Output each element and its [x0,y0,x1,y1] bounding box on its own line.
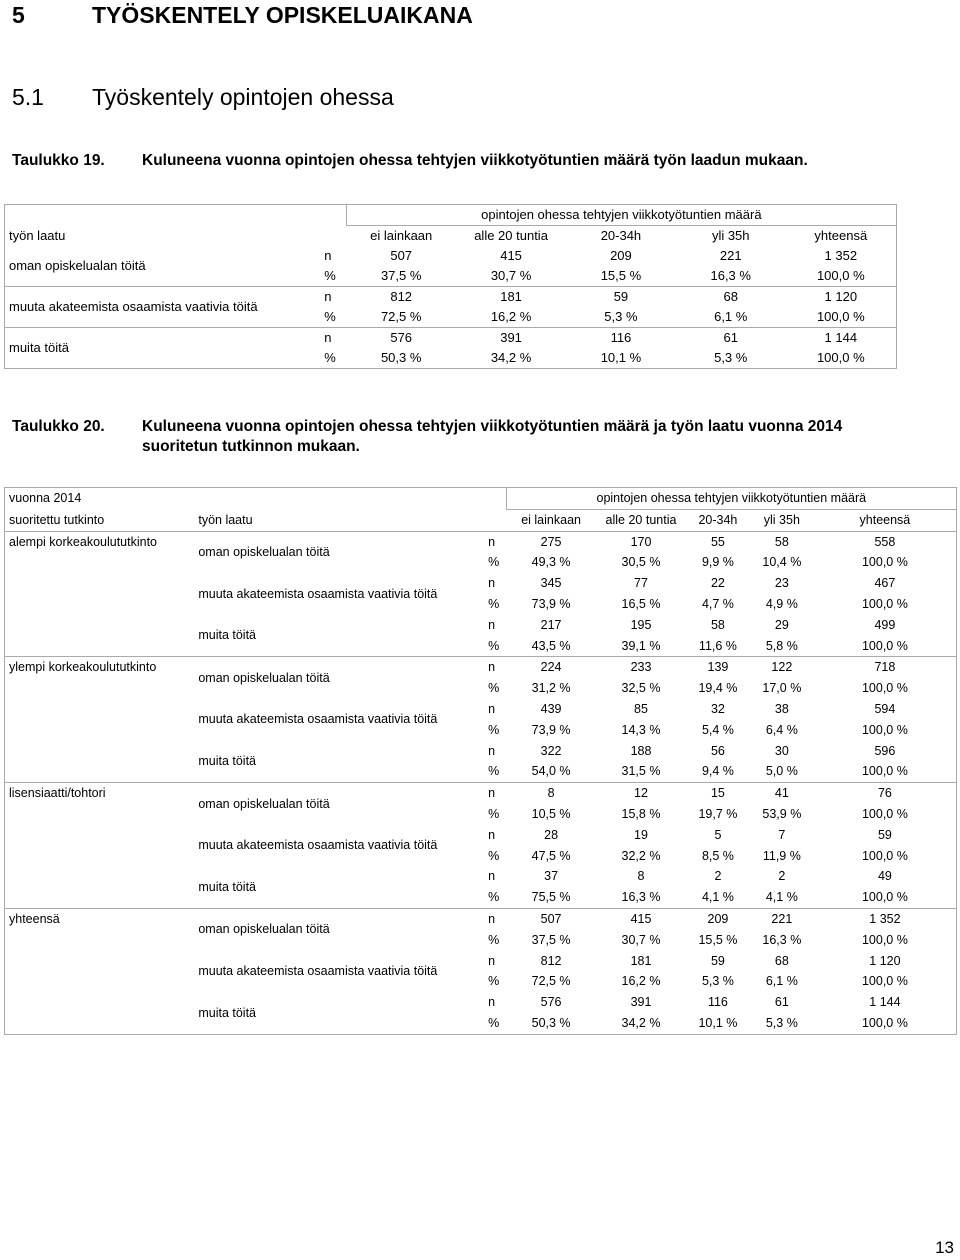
column-header: alle 20 tuntia [474,228,548,243]
column-header: ei lainkaan [521,512,581,527]
table19-caption-text: Kuluneena vuonna opintojen ohessa tehtyjen viikkotyötuntien määrä työn laadun mukaan. [142,152,808,169]
n-value: 41 [750,783,814,804]
chapter-title: TYÖSKENTELY OPISKELUAIKANA [92,2,473,28]
n-value: 507 [506,908,596,929]
pct-label: % [488,638,500,653]
table20-header-row-2 [5,509,957,531]
table20-group-header: opintojen ohessa tehtyjen viikkotyötuntien määrä [506,488,956,510]
pct-value: 100,0 % [861,722,908,737]
chapter-heading [12,2,473,29]
n-value: 415 [500,248,522,263]
pct-value: 16,3 % [676,266,786,287]
table19-row-header: työn laatu [9,227,66,243]
pct-value: 47,5 % [531,848,571,863]
row-label: muuta akateemista osaamista vaativia töitä [198,586,438,601]
pct-value: 50,3 % [380,350,422,365]
row-label: muuta akateemista osaamista vaativia töitä [198,712,438,727]
n-value: 68 [723,289,738,304]
n-value: 221 [750,908,814,929]
pct-label: % [324,350,336,365]
pct-value: 100,0 % [861,806,908,821]
pct-value: 72,5 % [346,307,456,328]
n-value: 61 [774,995,789,1010]
n-value: 38 [774,701,789,716]
pct-label: % [488,555,500,570]
pct-value: 5,3 % [765,1015,798,1030]
pct-value: 6,1 % [765,974,798,989]
table20-caption-line1: Kuluneena vuonna opintojen ohessa tehtyjen viikkotyötuntien määrä ja työn laatu vuonna 2014 [142,418,843,435]
table20-header-row-1 [5,488,957,510]
n-value: 233 [596,657,686,678]
n-value: 594 [874,701,896,716]
n-value: 576 [390,330,413,345]
n-value: 596 [874,743,896,758]
column-header: yli 35h [711,228,750,243]
pct-value: 100,0 % [861,764,908,779]
n-value: 812 [540,953,562,968]
n-label: n [484,908,506,929]
pct-value: 10,1 % [600,350,642,365]
pct-value: 19,7 % [698,806,738,821]
pct-value: 15,5 % [566,266,676,287]
pct-value: 34,2 % [490,350,532,365]
n-value: 415 [596,908,686,929]
n-value: 217 [540,617,562,632]
n-value: 32 [710,701,725,716]
row-label: muuta akateemista osaamista vaativia töitä [198,838,438,853]
pct-label: % [488,722,500,737]
n-value: 391 [500,330,522,345]
pct-value: 100,0 % [861,848,908,863]
pct-value: 11,6 % [698,638,737,653]
pct-value: 100,0 % [861,974,908,989]
row-label: muuta akateemista osaamista vaativia töitä [198,963,438,978]
n-value: 170 [596,531,686,552]
pct-value: 100,0 % [816,350,865,365]
column-header: ei lainkaan [370,228,433,243]
pct-value: 5,3 % [701,974,734,989]
n-value: 1 144 [824,330,858,345]
n-label: n [484,531,506,552]
n-value: 85 [634,701,648,716]
n-value: 77 [634,576,648,591]
blank-cell [194,488,506,510]
column-header: 20-34h [600,228,642,243]
blank-cell [5,205,347,226]
pct-value: 6,1 % [676,307,786,328]
pct-value: 6,4 % [765,722,798,737]
n-value: 718 [814,657,957,678]
pct-value: 14,3 % [621,722,661,737]
pct-value: 73,9 % [531,596,571,611]
n-value: 1 120 [869,953,901,968]
n-label: n [324,330,332,345]
n-value: 391 [630,995,652,1010]
row-label: muita töitä [198,628,257,643]
section-number: 5.1 [12,84,44,110]
pct-value: 5,4 % [701,722,734,737]
n-value: 1 352 [814,908,957,929]
pct-value: 10,4 % [762,555,802,570]
section-heading [12,84,394,111]
pct-value: 75,5 % [531,890,571,905]
row-label: muita töitä [198,753,257,768]
degree-label: yhteensä [5,908,195,1034]
pct-value: 39,1 % [621,638,661,653]
n-value: 58 [750,531,814,552]
n-value: 812 [390,289,413,304]
pct-value: 5,8 % [765,638,798,653]
n-label: n [324,248,332,263]
pct-value: 43,5 % [531,638,571,653]
n-value: 224 [506,657,596,678]
row-label: muita töitä [198,879,257,894]
pct-value: 100,0 % [861,681,908,696]
table19-group-header: opintojen ohessa tehtyjen viikkotyötuntien määrä [346,205,896,226]
table19-group-header-row [5,205,897,226]
n-value: 76 [814,783,957,804]
table20 [4,487,957,1035]
degree-label: ylempi korkeakoulututkinto [5,657,195,783]
n-value: 439 [540,701,562,716]
pct-value: 37,5 % [531,932,571,947]
n-label: n [488,701,496,716]
table20-type-header: työn laatu [198,512,253,527]
n-label: n [488,953,496,968]
degree-label: alempi korkeakoulututkinto [5,531,195,657]
pct-value: 73,9 % [531,722,571,737]
n-value: 2 [778,869,786,884]
table-row [5,908,957,929]
n-value: 345 [540,576,562,591]
n-value: 19 [634,827,648,842]
n-value: 5 [714,827,722,842]
n-value: 56 [710,743,725,758]
pct-value: 49,3 % [531,555,571,570]
n-value: 1 352 [824,248,858,263]
section-title: Työskentely opintojen ohessa [92,84,394,110]
pct-label: % [488,890,500,905]
pct-value: 15,5 % [698,932,738,947]
pct-value: 100,0 % [861,596,908,611]
pct-value: 8,5 % [701,848,734,863]
pct-value: 72,5 % [531,974,571,989]
pct-label: % [320,266,346,287]
column-header: yli 35h [763,512,800,527]
n-value: 499 [874,617,896,632]
row-label: muita töitä [9,340,69,355]
pct-value: 4,7 % [701,596,734,611]
n-value: 28 [544,827,559,842]
pct-value: 5,3 % [714,350,748,365]
n-value: 12 [596,783,686,804]
pct-value: 9,9 % [701,555,734,570]
table19-caption-label: Taulukko 19. [12,152,105,169]
table20-degree-header-line1: vuonna 2014 [9,491,82,506]
pct-label: % [488,974,500,989]
table19-column-header-row [5,226,897,247]
pct-value: 11,9 % [762,848,801,863]
n-value: 37 [544,869,559,884]
n-value: 59 [877,827,892,842]
pct-value: 53,9 % [762,806,802,821]
row-label: oman opiskelualan töitä [194,657,484,699]
n-value: 23 [774,576,789,591]
table-row [5,531,957,552]
pct-value: 19,4 % [698,681,738,696]
n-value: 59 [613,289,629,304]
pct-value: 100,0 % [861,638,908,653]
n-value: 8 [506,783,596,804]
pct-value: 100,0 % [861,932,908,947]
table19-caption [12,152,952,172]
table-row [5,657,957,678]
n-value: 116 [707,995,728,1010]
n-value: 1 144 [869,995,901,1010]
n-value: 49 [877,869,892,884]
n-value: 188 [630,743,652,758]
pct-value: 16,3 % [762,932,802,947]
n-label: n [324,289,332,304]
pct-value: 4,1 % [765,890,798,905]
pct-label: % [488,932,500,947]
row-label: muuta akateemista osaamista vaativia töitä [5,287,321,328]
n-value: 122 [750,657,814,678]
pct-label: % [488,681,500,696]
pct-value: 16,2 % [621,974,661,989]
column-header: alle 20 tuntia [605,512,677,527]
n-value: 7 [778,827,786,842]
row-label: oman opiskelualan töitä [194,908,484,950]
n-value: 576 [540,995,562,1010]
n-value: 181 [500,289,522,304]
n-label: n [488,617,496,632]
row-label: muita töitä [198,1005,257,1020]
n-value: 1 120 [824,289,858,304]
pct-value: 100,0 % [786,307,897,328]
table19 [4,204,897,369]
n-value: 275 [506,531,596,552]
pct-value: 32,5 % [621,681,661,696]
column-header: yhteensä [859,512,911,527]
n-value: 29 [774,617,789,632]
pct-value: 100,0 % [861,890,908,905]
pct-label: % [488,848,500,863]
n-value: 30 [774,743,789,758]
n-label: n [488,869,496,884]
pct-label: % [488,596,500,611]
pct-value: 37,5 % [346,266,456,287]
n-value: 322 [540,743,562,758]
pct-value: 100,0 % [786,266,897,287]
pct-value: 5,0 % [765,764,798,779]
pct-value: 10,1 % [698,1015,738,1030]
pct-value: 17,0 % [762,681,802,696]
pct-label: % [488,1015,500,1030]
pct-value: 100,0 % [861,555,908,570]
n-label: n [488,827,496,842]
n-value: 195 [630,617,652,632]
pct-label: % [488,764,500,779]
chapter-number: 5 [12,2,25,28]
pct-value: 34,2 % [621,1015,661,1030]
n-label: n [484,783,506,804]
table20-caption [12,418,952,458]
pct-value: 9,4 % [701,764,734,779]
pct-value: 5,3 % [566,307,676,328]
n-label: n [484,657,506,678]
page-number: 13 [935,1238,954,1257]
n-value: 59 [710,953,725,968]
n-value: 2 [714,869,722,884]
pct-value: 31,5 % [621,764,661,779]
n-value: 507 [390,248,413,263]
n-value: 181 [630,953,652,968]
table-row [5,287,897,308]
n-label: n [488,743,496,758]
n-value: 558 [814,531,957,552]
pct-value: 10,5 % [531,806,571,821]
row-label: oman opiskelualan töitä [194,783,484,825]
pct-value: 30,7 % [456,266,566,287]
column-header: 20-34h [698,512,738,527]
pct-label: % [488,806,500,821]
table-row [5,783,957,804]
n-value: 221 [719,248,742,263]
pct-value: 4,9 % [765,596,798,611]
degree-label: lisensiaatti/tohtori [5,783,195,909]
pct-value: 30,5 % [621,555,661,570]
pct-label: % [320,307,346,328]
n-value: 15 [686,783,750,804]
table-row [5,246,897,266]
row-label: oman opiskelualan töitä [5,246,321,287]
pct-value: 32,2 % [621,848,661,863]
n-value: 58 [710,617,725,632]
pct-value: 100,0 % [861,1015,908,1030]
n-label: n [488,995,496,1010]
n-value: 209 [686,908,750,929]
row-label: oman opiskelualan töitä [194,531,484,573]
n-value: 68 [774,953,789,968]
pct-value: 16,5 % [621,596,661,611]
pct-value: 31,2 % [531,681,571,696]
n-value: 116 [610,330,632,345]
pct-value: 30,7 % [621,932,661,947]
pct-value: 16,2 % [456,307,566,328]
table20-caption-line2: suoritetun tutkinnon mukaan. [142,438,360,455]
pct-value: 15,8 % [621,806,661,821]
pct-value: 16,3 % [621,890,661,905]
table-row [5,328,897,349]
n-value: 61 [723,330,738,345]
column-header: yhteensä [814,228,868,243]
n-label: n [488,576,496,591]
pct-value: 54,0 % [531,764,571,779]
pct-value: 4,1 % [701,890,734,905]
n-value: 467 [874,576,896,591]
table20-caption-label: Taulukko 20. [12,418,105,435]
n-value: 55 [686,531,750,552]
table20-degree-header-line2: suoritettu tutkinto [9,512,105,527]
n-value: 209 [610,248,632,263]
pct-value: 50,3 % [531,1015,571,1030]
n-value: 139 [686,657,750,678]
n-value: 8 [637,869,645,884]
n-value: 22 [710,576,725,591]
